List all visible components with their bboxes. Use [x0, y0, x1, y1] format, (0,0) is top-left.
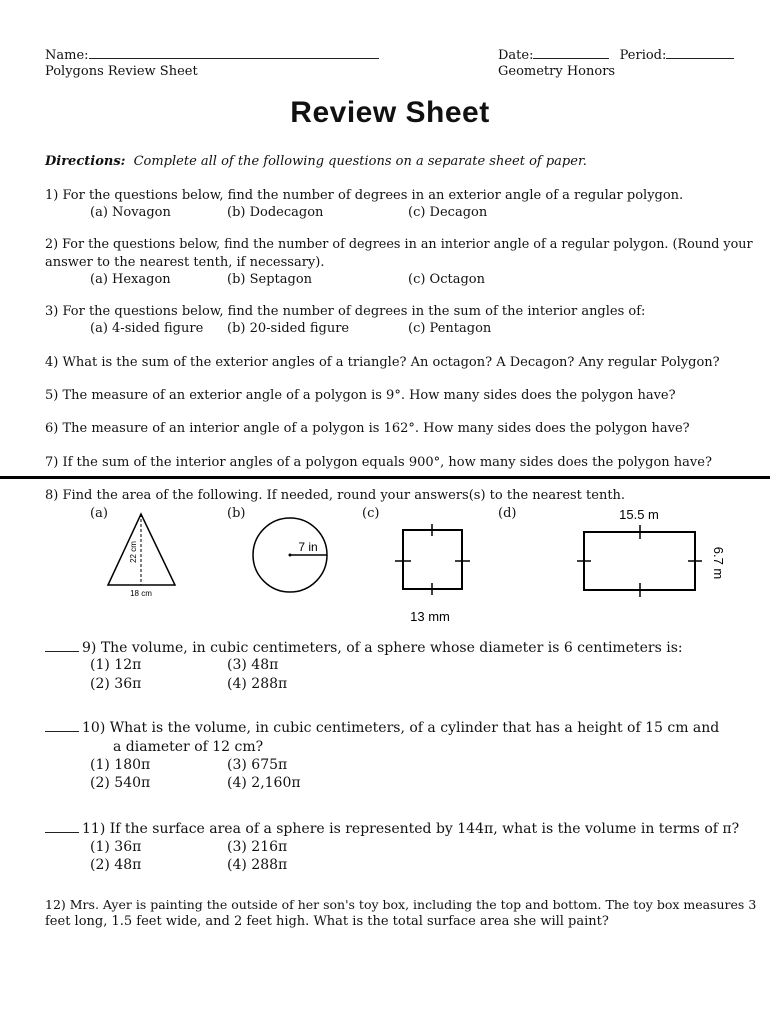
- directions-text: Complete all of the following questions on a separate sheet of paper.: [133, 154, 587, 169]
- q8-label-c: (c): [362, 506, 380, 521]
- q2-option-b: (b) Septagon: [227, 272, 313, 287]
- q2-option-c: (c) Octagon: [408, 272, 485, 287]
- q9-option-3: (3) 48π: [227, 657, 279, 673]
- rectangle-figure: [577, 507, 726, 597]
- square-figure: [395, 524, 470, 624]
- triangle-figure: [108, 514, 175, 598]
- q11-option-2: (2) 48π: [90, 857, 142, 873]
- q11-option-1: (1) 36π: [90, 839, 142, 855]
- q10-option-3: (3) 675π: [227, 757, 288, 773]
- question-7: 7) If the sum of the interior angles of a polygon equals 900°, how many sides does the polygon have?: [45, 455, 712, 470]
- q1-option-b: (b) Dodecagon: [227, 205, 324, 220]
- q2-option-a: (a) Hexagon: [90, 272, 171, 287]
- rectangle-length-label: 15.5 m: [619, 507, 659, 522]
- q9-option-1: (1) 12π: [90, 657, 142, 673]
- period-label: Period:: [619, 48, 667, 63]
- question-9: [45, 640, 683, 656]
- q3-option-a: (a) 4-sided figure: [90, 321, 204, 336]
- q11-option-3: (3) 216π: [227, 839, 288, 855]
- question-5: 5) The measure of an exterior angle of a polygon is 9°. How many sides does the polygon have?: [45, 388, 676, 403]
- question-4: 4) What is the sum of the exterior angles of a triangle? An octagon? A Decagon? Any regular Polygon?: [45, 355, 720, 370]
- question-6: 6) The measure of an interior angle of a polygon is 162°. How many sides does the polygon have?: [45, 421, 690, 436]
- q10-option-2: (2) 540π: [90, 775, 151, 791]
- q10-text-line1: 10) What is the volume, in cubic centimeters, of a cylinder that has a height of 15 cm and: [82, 720, 720, 736]
- directions-label: Directions:: [45, 154, 126, 169]
- q10-text-line2: a diameter of 12 cm?: [113, 739, 264, 755]
- q1-option-c: (c) Decagon: [408, 205, 488, 220]
- q9-answer-blank[interactable]: [45, 640, 79, 652]
- question-12-line1: 12) Mrs. Ayer is painting the outside of her son's toy box, including the top and bottom. The toy box measures 3: [45, 897, 757, 912]
- question-3: 3) For the questions below, find the number of degrees in the sum of the interior angles of:: [45, 304, 646, 319]
- q9-text: 9) The volume, in cubic centimeters, of a sphere whose diameter is 6 centimeters is:: [82, 640, 683, 656]
- question-12-line2: feet long, 1.5 feet wide, and 2 feet high. What is the total surface area she will paint?: [45, 914, 609, 929]
- name-label: Name:: [45, 48, 89, 63]
- triangle-height-label: 22 cm: [129, 541, 138, 563]
- q10-option-1: (1) 180π: [90, 757, 151, 773]
- rectangle-width-label: 6.7 m: [711, 546, 726, 580]
- q8-label-b: (b): [227, 506, 246, 521]
- q11-option-4: (4) 288π: [227, 857, 288, 873]
- q8-label-d: (d): [498, 506, 517, 521]
- q9-option-4: (4) 288π: [227, 676, 288, 692]
- page-title: Review Sheet: [290, 96, 490, 129]
- square-side-label: 13 mm: [410, 609, 450, 624]
- q10-option-4: (4) 2,160π: [227, 775, 301, 791]
- question-10: [45, 720, 719, 736]
- sheet-title: Polygons Review Sheet: [45, 64, 198, 79]
- course-name: Geometry Honors: [498, 64, 616, 79]
- question-11: [45, 821, 739, 837]
- q9-option-2: (2) 36π: [90, 676, 142, 692]
- q1-option-a: (a) Novagon: [90, 205, 171, 220]
- question-1: 1) For the questions below, find the number of degrees in an exterior angle of a regular polygon.: [45, 188, 684, 203]
- circle-figure: [253, 518, 327, 592]
- triangle-base-label: 18 cm: [130, 589, 152, 598]
- question-8: 8) Find the area of the following. If needed, round your answers(s) to the nearest tenth.: [45, 488, 626, 503]
- question-2-line1: 2) For the questions below, find the number of degrees in an interior angle of a regular polygon. (Round your: [45, 237, 753, 252]
- circle-radius-label: 7 in: [298, 540, 318, 554]
- q11-answer-blank[interactable]: [45, 821, 79, 833]
- date-label: Date:: [498, 48, 534, 63]
- q8-label-a: (a): [90, 506, 108, 521]
- q3-option-c: (c) Pentagon: [408, 321, 492, 336]
- q10-answer-blank[interactable]: [45, 720, 79, 732]
- q11-text: 11) If the surface area of a sphere is represented by 144π, what is the volume in terms of π?: [82, 821, 740, 837]
- question-2-line2: answer to the nearest tenth, if necessary).: [45, 255, 325, 270]
- q3-option-b: (b) 20-sided figure: [227, 321, 350, 336]
